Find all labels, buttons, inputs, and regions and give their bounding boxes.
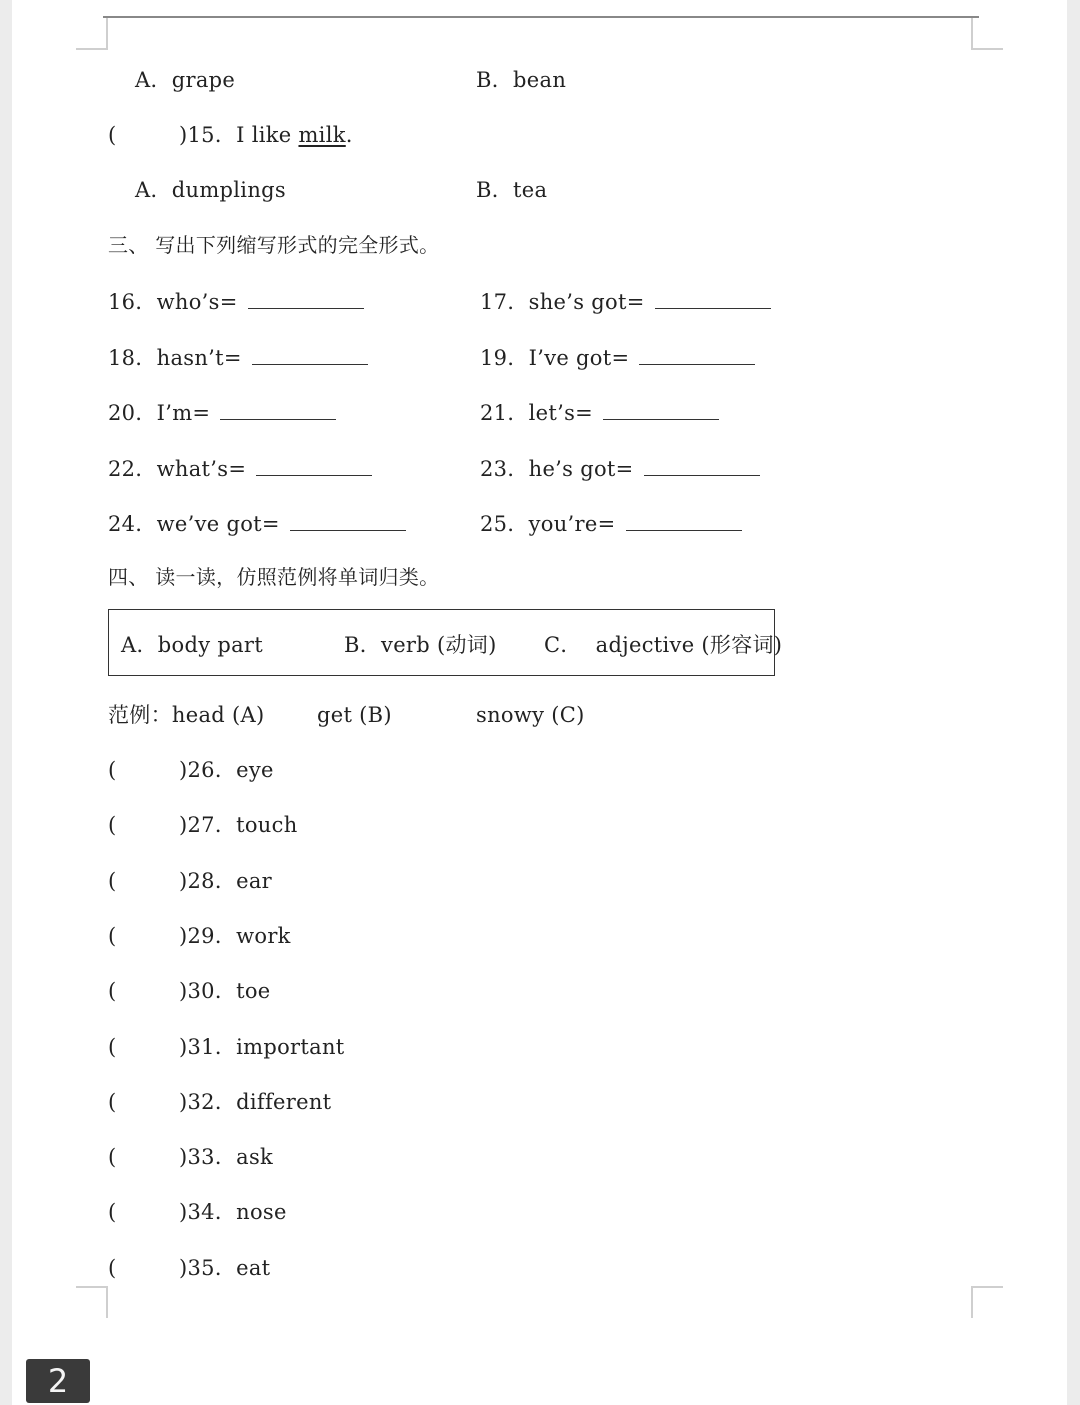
classification-item <box>179 1089 332 1114</box>
q14-option-a: A．grape <box>135 68 236 92</box>
answer-paren-close: ) <box>179 1145 188 1170</box>
q15-text: I like <box>236 123 299 147</box>
corner-mark-top-right <box>971 18 1003 50</box>
answer-paren-open[interactable]: ( <box>108 979 117 1004</box>
classification-item <box>179 760 274 781</box>
contraction-label: 21．let’s= <box>480 401 594 425</box>
classification-item <box>179 1034 345 1059</box>
answer-paren-open[interactable]: ( <box>108 1089 117 1114</box>
q15-underlined-word: milk <box>298 123 346 147</box>
answer-blank[interactable] <box>248 290 364 309</box>
category-b: B．verb (动词) <box>344 633 497 657</box>
item-word: ear <box>236 868 273 893</box>
answer-paren-close: ) <box>179 1034 188 1059</box>
answer-paren-close: ) <box>179 758 188 782</box>
item-word: ask <box>236 1145 274 1170</box>
item-word: toe <box>236 979 271 1004</box>
contraction-label: 18．hasn’t= <box>108 345 242 370</box>
contraction-label: 20．I’m= <box>108 401 211 425</box>
contraction-item <box>480 290 771 313</box>
corner-mark-bottom-left <box>76 1286 108 1318</box>
contraction-label: 22．what’s= <box>108 456 247 481</box>
item-number: 28． <box>187 868 237 893</box>
section-3-title: 三、 写出下列缩写形式的完全形式。 <box>108 233 440 257</box>
contraction-label: 24．we’ve got= <box>108 512 280 536</box>
contraction-label: 19．I’ve got= <box>480 345 630 370</box>
header-rule <box>103 16 979 18</box>
corner-mark-bottom-right <box>971 1286 1003 1318</box>
classification-item <box>179 815 298 836</box>
answer-blank[interactable] <box>220 401 336 420</box>
contraction-label: 23．he’s got= <box>480 456 634 481</box>
answer-blank[interactable] <box>256 457 372 476</box>
answer-paren-open[interactable]: ( <box>108 923 117 948</box>
item-number: 33． <box>187 1145 237 1170</box>
item-number: 27． <box>187 813 237 838</box>
contraction-item <box>108 457 372 480</box>
answer-paren-open[interactable]: ( <box>108 1145 117 1170</box>
item-word: important <box>236 1034 345 1059</box>
item-word: touch <box>236 813 298 838</box>
classification-item <box>179 1147 273 1168</box>
q15-period: . <box>345 123 353 147</box>
answer-blank[interactable] <box>603 401 719 420</box>
contraction-item <box>108 290 364 313</box>
item-number: 29． <box>187 923 237 948</box>
answer-paren-close: ) <box>179 1089 188 1114</box>
answer-paren-close: ) <box>179 1200 188 1225</box>
answer-paren-open[interactable]: ( <box>108 813 117 838</box>
category-c: C． adjective (形容词) <box>544 633 783 657</box>
classification-item <box>179 868 273 893</box>
contraction-item <box>108 401 336 424</box>
q14-option-b: B．bean <box>476 68 567 92</box>
q15-number: 15． <box>187 123 237 147</box>
answer-paren-close: ) <box>179 923 188 948</box>
answer-paren-open[interactable]: ( <box>108 758 117 782</box>
item-word: eye <box>236 758 274 782</box>
answer-paren-open[interactable]: ( <box>108 1255 117 1280</box>
answer-blank[interactable] <box>639 346 755 365</box>
answer-blank[interactable] <box>252 346 368 365</box>
item-word: different <box>236 1089 332 1114</box>
contraction-label: 25．you’re= <box>480 512 616 536</box>
item-number: 30． <box>187 979 237 1004</box>
answer-paren-open[interactable]: ( <box>108 1034 117 1059</box>
answer-blank[interactable] <box>655 290 771 309</box>
contraction-item <box>480 401 719 424</box>
contraction-label: 16．who’s= <box>108 290 238 314</box>
item-number: 35． <box>187 1255 237 1280</box>
answer-paren-close: ) <box>179 868 188 893</box>
answer-paren-open[interactable]: ( <box>108 1200 117 1225</box>
example-get: get (B) <box>317 703 392 727</box>
item-number: 34． <box>187 1200 237 1225</box>
q15-paren-open: ( <box>108 123 117 147</box>
answer-paren-close: ) <box>179 979 188 1004</box>
example-head: 范例：head (A) <box>108 703 265 727</box>
item-number: 31． <box>187 1034 237 1059</box>
item-number: 32． <box>187 1089 237 1114</box>
answer-blank[interactable] <box>644 457 760 476</box>
contraction-label: 17．she’s got= <box>480 290 645 314</box>
contraction-item <box>108 512 406 535</box>
answer-paren-close: ) <box>179 813 188 838</box>
contraction-item <box>480 512 742 535</box>
corner-mark-top-left <box>76 18 108 50</box>
classification-item <box>179 1255 271 1280</box>
contraction-item <box>480 457 760 480</box>
item-word: nose <box>236 1200 287 1225</box>
answer-blank[interactable] <box>290 512 406 531</box>
q15-question <box>179 125 353 146</box>
classification-item <box>179 923 291 948</box>
classification-item <box>179 981 271 1002</box>
item-number: 26． <box>187 758 237 782</box>
answer-blank[interactable] <box>626 512 742 531</box>
contraction-item <box>108 346 368 369</box>
classification-item <box>179 1202 287 1223</box>
q15-paren-close: ) <box>179 123 188 147</box>
q15-option-a: A．dumplings <box>135 178 286 202</box>
section-4-title: 四、 读一读，仿照范例将单词归类。 <box>108 565 440 589</box>
example-snowy: snowy (C) <box>476 703 585 727</box>
page-number-badge: 2 <box>26 1359 90 1403</box>
answer-paren-open[interactable]: ( <box>108 868 117 893</box>
item-word: eat <box>236 1255 271 1280</box>
item-word: work <box>236 923 291 948</box>
category-a: A．body part <box>121 633 263 657</box>
contraction-item <box>480 346 755 369</box>
q15-option-b: B．tea <box>476 178 548 202</box>
answer-paren-close: ) <box>179 1255 188 1280</box>
